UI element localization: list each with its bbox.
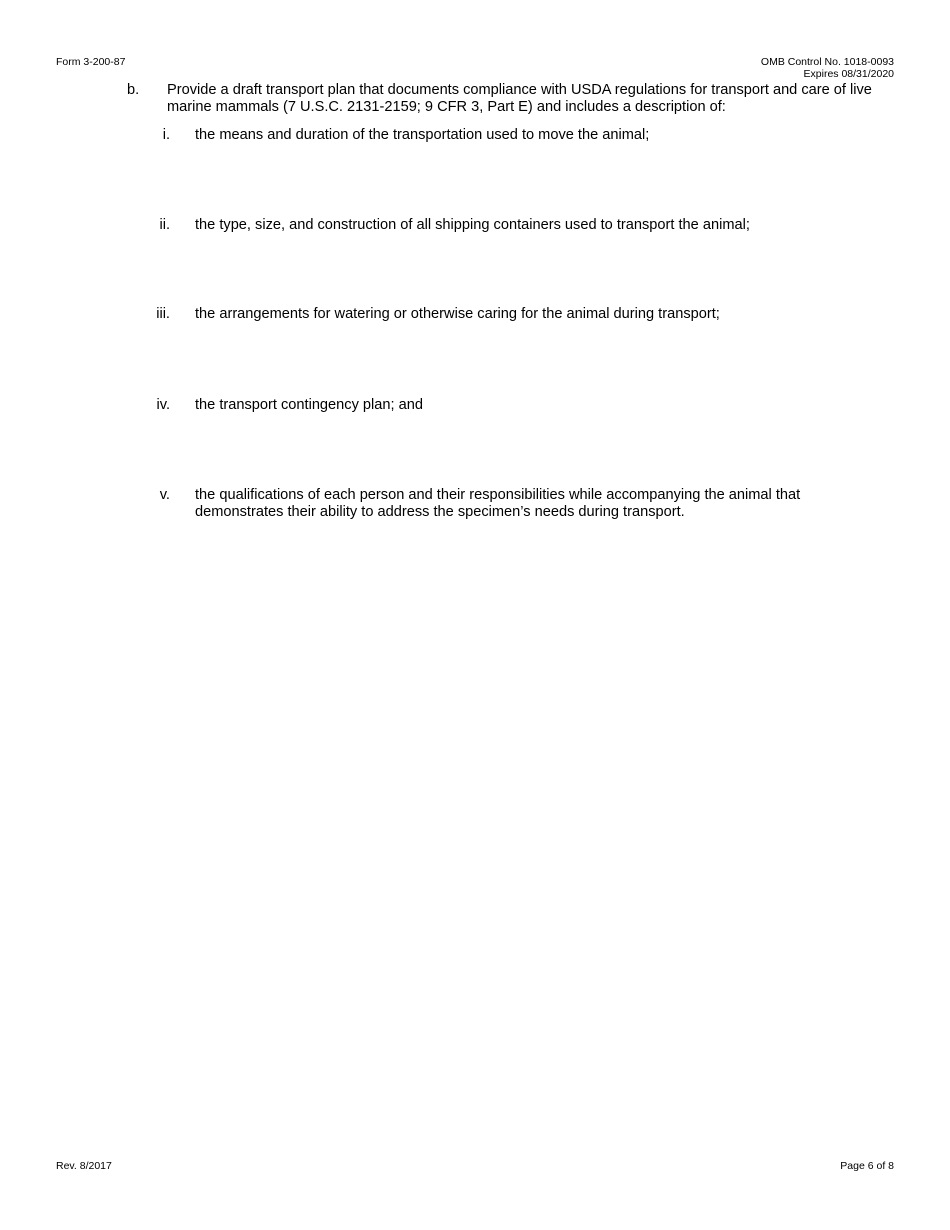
item-b-text: Provide a draft transport plan that documents compliance with USDA regulations for transport and care of live marine mammals (7 U.S.C. 2131-2159; 9 CFR 3, Part E) and includes a description of:	[167, 82, 872, 115]
sub-item-marker: iii.	[156, 306, 170, 322]
page-number: Page 6 of 8	[840, 1160, 894, 1172]
sub-item-text: the means and duration of the transportation used to move the animal;	[195, 127, 650, 143]
item-b-marker: b.	[127, 82, 140, 98]
omb-control-number: OMB Control No. 1018-0093	[760, 56, 894, 68]
sub-item-marker: iv.	[156, 397, 170, 413]
form-number: Form 3-200-87	[56, 56, 126, 68]
sub-item-text: the type, size, and construction of all shipping containers used to transport the animal;	[195, 217, 750, 233]
sub-item-text: the qualifications of each person and their responsibilities while accompanying the animal that demonstrates their ability to address the specimen’s needs during transport.	[195, 487, 801, 520]
sub-item-text: the transport contingency plan; and	[195, 397, 423, 413]
sub-item-text: the arrangements for watering or otherwise caring for the animal during transport;	[195, 306, 720, 322]
sub-item-marker: i.	[162, 127, 170, 143]
sub-item-marker: v.	[159, 487, 170, 503]
expiration-date: Expires 08/31/2020	[803, 68, 894, 80]
header-right	[761, 56, 894, 80]
sub-item-marker: ii.	[159, 217, 170, 233]
revision-date: Rev. 8/2017	[56, 1160, 112, 1172]
